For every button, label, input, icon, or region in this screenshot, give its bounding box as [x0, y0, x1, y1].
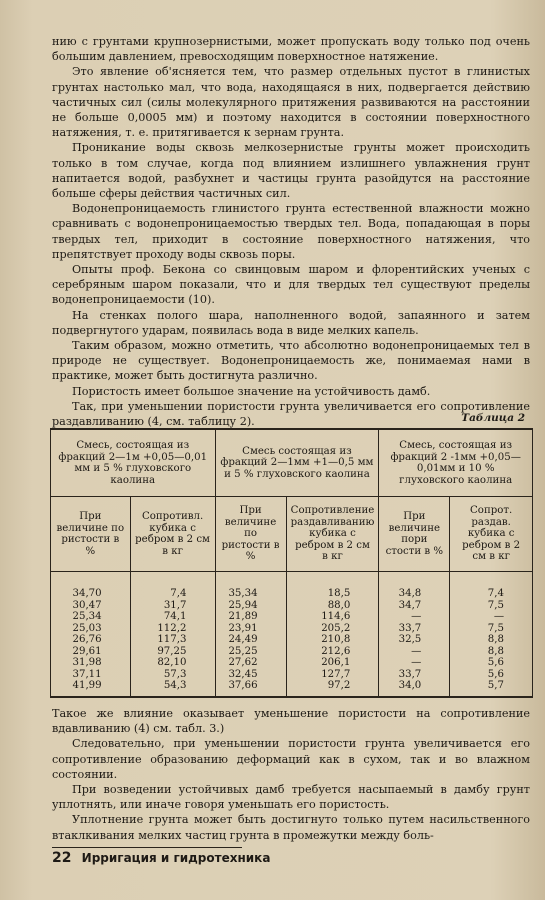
table-cell: —	[450, 611, 533, 623]
table-cell: 7,5	[450, 623, 533, 635]
table-cell: 33,7	[379, 623, 450, 635]
paragraph: Такое же влияние оказывает уменьшение пористости на сопротивление вдавливанию (4) см. табл. 3.)	[52, 707, 530, 736]
paragraph: Опыты проф. Бекона со свинцовым шаром и флорентийских ученых с серебряным шаром показали, что и для твердых тел существуют пределы водонепроницаемости (10).	[52, 263, 530, 307]
table-cell: 5,7	[450, 680, 533, 697]
table-row	[51, 680, 533, 697]
table-cell: 205,2	[286, 623, 379, 635]
table-row	[51, 657, 533, 669]
table-cell: 31,7	[130, 600, 215, 612]
table-cell: 8,8	[450, 634, 533, 646]
table-cell: 30,47	[51, 600, 131, 612]
table-cell: 35,34	[215, 572, 286, 600]
table-cell: 24,49	[215, 634, 286, 646]
table-row	[51, 669, 533, 681]
column-header: Сопротивл. кубика с ребром в 2 см в кг	[130, 497, 215, 572]
group-header: Смесь, состоящая из фракций 2 -1мм +0,05—0,01мм и 10 % глуховского каолина	[379, 429, 533, 497]
table-cell: —	[379, 611, 450, 623]
table-cell: 57,3	[130, 669, 215, 681]
table-row	[51, 646, 533, 658]
table-cell: 127,7	[286, 669, 379, 681]
table-cell: 34,70	[51, 572, 131, 600]
table-row	[51, 611, 533, 623]
table-cell: 25,94	[215, 600, 286, 612]
table-cell: 21,89	[215, 611, 286, 623]
table-cell: 206,1	[286, 657, 379, 669]
group-header: Смесь состоящая из фракций 2—1мм +1—0,5 мм и 5 % глуховского каолина	[215, 429, 379, 497]
table-cell: 112,2	[130, 623, 215, 635]
table-cell: 31,98	[51, 657, 131, 669]
paragraph: Следовательно, при уменьшении пористости грунта увеличивается его сопротивление образованию деформаций как в сухом, так и во влажном состоянии.	[52, 737, 530, 781]
paragraph: Уплотнение грунта может быть достигнуто только путем насильственного втаклкивания мелких частиц грунта в промежутки между боль-	[52, 813, 530, 842]
paragraph: нию с грунтами крупнозернистыми, может пропускать воду только под очень большим давлением, превосходящим поверхностное натяжение.	[52, 35, 530, 64]
paragraph: Водонепроницаемость глинистого грунта естественной влажности можно сравнивать с водонепроницаемостью твердых тел. Вода, попадающая в поры твердых тел, приходит в состояние поверхностного натяжения, что препятствует проходу воды сквозь поры.	[52, 202, 530, 261]
table-cell: 114,6	[286, 611, 379, 623]
table-cell: 25,03	[51, 623, 131, 635]
table-cell: 25,34	[51, 611, 131, 623]
table-cell: 29,61	[51, 646, 131, 658]
table-cell: 34,8	[379, 572, 450, 600]
table-cell: 27,62	[215, 657, 286, 669]
table-row	[51, 572, 533, 600]
footer-rule	[52, 847, 242, 848]
table-cell: 74,1	[130, 611, 215, 623]
table-cell: 33,7	[379, 669, 450, 681]
table-cell: 34,0	[379, 680, 450, 697]
table-cell: 7,4	[130, 572, 215, 600]
table-cell: 117,3	[130, 634, 215, 646]
column-header: При величине по ристости в %	[51, 497, 131, 572]
data-table	[50, 428, 533, 698]
table-cell: 41,99	[51, 680, 131, 697]
table-cell: 97,25	[130, 646, 215, 658]
column-header: Сопрот. раздав. кубика с ребром в 2 см в кг	[450, 497, 533, 572]
table-cell: —	[379, 646, 450, 658]
page-footer	[52, 850, 270, 866]
paragraph: Таким образом, можно отметить, что абсолютно водонепроницаемых тел в природе не существует. Водонепроницаемость же, понимаемая нами в практике, может быть достигнута различно.	[52, 339, 530, 383]
table-cell: 25,25	[215, 646, 286, 658]
table-cell: 32,45	[215, 669, 286, 681]
table-cell: 97,2	[286, 680, 379, 697]
table-row	[51, 600, 533, 612]
table-cell: 7,4	[450, 572, 533, 600]
table-cell: 5,6	[450, 657, 533, 669]
table-cell: 34,7	[379, 600, 450, 612]
body-text-bottom	[52, 706, 530, 843]
table-cell: —	[379, 657, 450, 669]
table-caption: Таблица 2	[461, 412, 525, 424]
table-cell: 8,8	[450, 646, 533, 658]
paragraph: Это явление об'ясняется тем, что размер отдельных пустот в глинистых грунтах настолько мал, что вода, находящаяся в них, подвергается действию частичных сил (силы молекулярного притяжения развиваются на расстоянии не больше 0,0005 мм) и поэтому находится в состоянии поверхностного натяжения, т. е. притягивается к зернам грунта.	[52, 65, 530, 140]
table-cell: 18,5	[286, 572, 379, 600]
table-cell: 32,5	[379, 634, 450, 646]
table-cell: 82,10	[130, 657, 215, 669]
paragraph: Проникание воды сквозь мелкозернистые грунты может происходить только в том случае, когда под влиянием излишнего увлажнения грунт напитается водой, разбухнет и частицы грунта разойдутся на расстояние больше сферы действия частичных сил.	[52, 141, 530, 201]
column-header: При величине пори стости в %	[379, 497, 450, 572]
table-row	[51, 634, 533, 646]
paragraph: При возведении устойчивых дамб требуется насыпаемый в дамбу грунт уплотнять, или иначе говоря уменьшать его пористость.	[52, 783, 530, 812]
paragraph: На стенках полого шара, наполненного водой, запаянного и затем подвергнутого ударам, появилась вода в виде мелких капель.	[52, 308, 530, 337]
group-header: Смесь, состоящая из фракций 2—1м +0,05—0,01 мм и 5 % глуховского каолина	[51, 429, 216, 497]
page-number: 22	[52, 850, 72, 866]
table-cell: 37,11	[51, 669, 131, 681]
table-row	[51, 623, 533, 635]
table-cell: 212,6	[286, 646, 379, 658]
column-header: При величине по ристости в %	[215, 497, 286, 572]
paragraph: Пористость имеет большое значение на устойчивость дамб.	[72, 384, 431, 398]
table-cell: 5,6	[450, 669, 533, 681]
table-cell: 37,66	[215, 680, 286, 697]
journal-title: Ирригация и гидротехника	[81, 851, 271, 865]
table-cell: 88,0	[286, 600, 379, 612]
body-text-top	[52, 34, 530, 429]
table-cell: 210,8	[286, 634, 379, 646]
table-cell: 23,91	[215, 623, 286, 635]
table-cell: 7,5	[450, 600, 533, 612]
table-cell: 26,76	[51, 634, 131, 646]
paragraph: Так, при уменьшении пористости грунта увеличивается его сопротивление раздавливанию (4, см. таблицу 2).	[52, 399, 530, 429]
table-cell: 54,3	[130, 680, 215, 697]
column-header: Сопротивление раздавливанию кубика с ребром в 2 см в кг	[286, 497, 379, 572]
